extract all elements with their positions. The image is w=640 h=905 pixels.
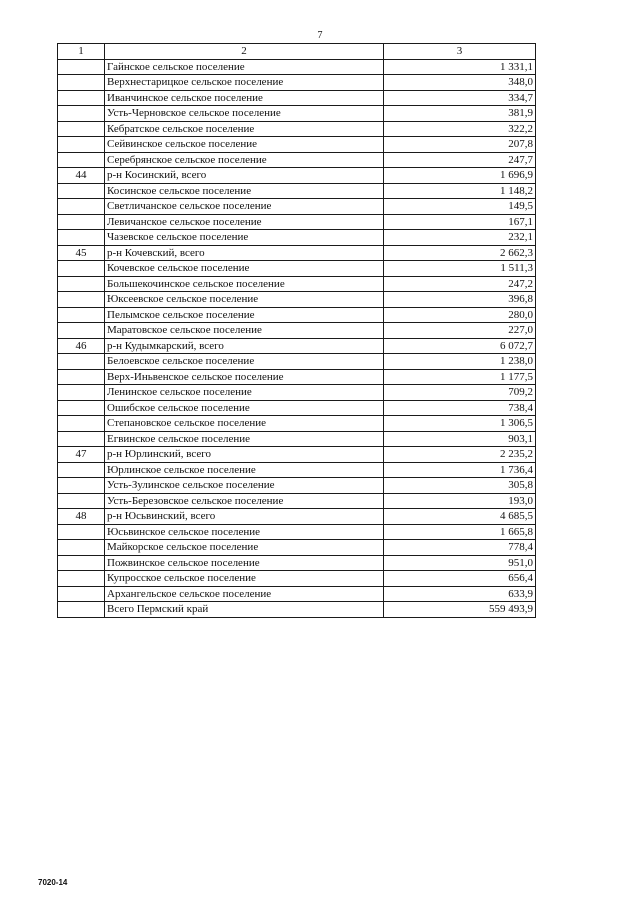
- table-row: [58, 447, 536, 463]
- row-value: 1 148,2: [384, 183, 536, 199]
- row-name: Белоевское сельское поселение: [105, 354, 384, 370]
- table-header-row: [58, 44, 536, 60]
- row-name: Большекочинское сельское поселение: [105, 276, 384, 292]
- table-row: [58, 59, 536, 75]
- row-value: 6 072,7: [384, 338, 536, 354]
- table-row: [58, 400, 536, 416]
- row-number: 45: [58, 245, 105, 261]
- row-value: 559 493,9: [384, 602, 536, 618]
- table-row: [58, 602, 536, 618]
- row-number: [58, 152, 105, 168]
- row-value: 2 662,3: [384, 245, 536, 261]
- row-number: [58, 400, 105, 416]
- row-number: [58, 199, 105, 215]
- row-number: [58, 323, 105, 339]
- table-row: [58, 571, 536, 587]
- row-name: Чазевское сельское поселение: [105, 230, 384, 246]
- row-value: 778,4: [384, 540, 536, 556]
- header-col-3: 3: [384, 44, 536, 60]
- row-value: 1 177,5: [384, 369, 536, 385]
- table-row: [58, 385, 536, 401]
- row-number: [58, 90, 105, 106]
- table-row: [58, 121, 536, 137]
- row-number: [58, 106, 105, 122]
- row-value: 280,0: [384, 307, 536, 323]
- row-number: [58, 137, 105, 153]
- row-number: [58, 571, 105, 587]
- row-number: [58, 493, 105, 509]
- row-number: 47: [58, 447, 105, 463]
- row-number: [58, 59, 105, 75]
- row-name: Юрлинское сельское поселение: [105, 462, 384, 478]
- header-col-2: 2: [105, 44, 384, 60]
- row-name: Юсьвинское сельское поселение: [105, 524, 384, 540]
- row-value: 1 331,1: [384, 59, 536, 75]
- row-number: [58, 214, 105, 230]
- row-number: [58, 369, 105, 385]
- row-number: [58, 261, 105, 277]
- table-row: [58, 230, 536, 246]
- row-value: 322,2: [384, 121, 536, 137]
- row-name: Ошибское сельское поселение: [105, 400, 384, 416]
- row-value: 227,0: [384, 323, 536, 339]
- row-number: [58, 431, 105, 447]
- row-name: Кебратское сельское поселение: [105, 121, 384, 137]
- row-name: Степановское сельское поселение: [105, 416, 384, 432]
- row-name: р-н Кудымкарский, всего: [105, 338, 384, 354]
- row-name: Архангельское сельское поселение: [105, 586, 384, 602]
- row-value: 381,9: [384, 106, 536, 122]
- row-value: 2 235,2: [384, 447, 536, 463]
- table-row: [58, 152, 536, 168]
- row-number: [58, 75, 105, 91]
- row-value: 207,8: [384, 137, 536, 153]
- row-number: [58, 307, 105, 323]
- document-code: 7020-14: [38, 878, 68, 887]
- row-number: 46: [58, 338, 105, 354]
- row-number: [58, 524, 105, 540]
- row-value: 951,0: [384, 555, 536, 571]
- table-row: [58, 90, 536, 106]
- table-row: [58, 416, 536, 432]
- row-name: Серебрянское сельское поселение: [105, 152, 384, 168]
- table-row: [58, 137, 536, 153]
- table-row: [58, 369, 536, 385]
- row-value: 396,8: [384, 292, 536, 308]
- row-number: [58, 540, 105, 556]
- row-number: [58, 292, 105, 308]
- row-number: 44: [58, 168, 105, 184]
- row-name: Пелымское сельское поселение: [105, 307, 384, 323]
- row-number: [58, 183, 105, 199]
- row-number: [58, 602, 105, 618]
- row-value: 738,4: [384, 400, 536, 416]
- row-number: [58, 230, 105, 246]
- table-row: [58, 338, 536, 354]
- row-value: 4 685,5: [384, 509, 536, 525]
- table-row: [58, 540, 536, 556]
- table-row: [58, 462, 536, 478]
- row-number: [58, 416, 105, 432]
- row-number: [58, 462, 105, 478]
- table-row: [58, 555, 536, 571]
- table-row: [58, 75, 536, 91]
- row-value: 1 736,4: [384, 462, 536, 478]
- table-row: [58, 168, 536, 184]
- table-row: [58, 276, 536, 292]
- row-name: Ленинское сельское поселение: [105, 385, 384, 401]
- row-name: Левичанское сельское поселение: [105, 214, 384, 230]
- table-row: [58, 261, 536, 277]
- header-col-1: 1: [58, 44, 105, 60]
- table-row: [58, 524, 536, 540]
- row-value: 1 696,9: [384, 168, 536, 184]
- table-row: [58, 509, 536, 525]
- row-name: Верх-Иньвенское сельское поселение: [105, 369, 384, 385]
- table-body: [58, 44, 536, 618]
- table-row: [58, 214, 536, 230]
- row-number: [58, 555, 105, 571]
- table-row: [58, 307, 536, 323]
- row-number: [58, 385, 105, 401]
- row-name: р-н Юсьвинский, всего: [105, 509, 384, 525]
- table-row: [58, 183, 536, 199]
- row-number: [58, 478, 105, 494]
- row-name: Купросское сельское поселение: [105, 571, 384, 587]
- row-name: Пожвинское сельское поселение: [105, 555, 384, 571]
- row-name: Гайнское сельское поселение: [105, 59, 384, 75]
- row-name: Кочевское сельское поселение: [105, 261, 384, 277]
- row-name: Егвинское сельское поселение: [105, 431, 384, 447]
- row-name: р-н Косинский, всего: [105, 168, 384, 184]
- row-number: [58, 121, 105, 137]
- row-value: 709,2: [384, 385, 536, 401]
- row-name: Светличанское сельское поселение: [105, 199, 384, 215]
- row-name: Верхнестарицкое сельское поселение: [105, 75, 384, 91]
- table-row: [58, 106, 536, 122]
- row-name: Усть-Березовское сельское поселение: [105, 493, 384, 509]
- table-row: [58, 199, 536, 215]
- row-name: р-н Юрлинский, всего: [105, 447, 384, 463]
- row-name: Усть-Черновское сельское поселение: [105, 106, 384, 122]
- row-value: 903,1: [384, 431, 536, 447]
- row-value: 305,8: [384, 478, 536, 494]
- row-value: 656,4: [384, 571, 536, 587]
- row-value: 633,9: [384, 586, 536, 602]
- row-number: [58, 276, 105, 292]
- table-row: [58, 478, 536, 494]
- row-name: Юксеевское сельское поселение: [105, 292, 384, 308]
- table-row: [58, 354, 536, 370]
- row-value: 232,1: [384, 230, 536, 246]
- row-value: 1 511,3: [384, 261, 536, 277]
- row-name: Иванчинское сельское поселение: [105, 90, 384, 106]
- row-value: 193,0: [384, 493, 536, 509]
- row-value: 1 665,8: [384, 524, 536, 540]
- budget-table: [57, 43, 536, 618]
- page-number: 7: [317, 30, 323, 41]
- row-value: 247,2: [384, 276, 536, 292]
- row-name: Косинское сельское поселение: [105, 183, 384, 199]
- table-row: [58, 586, 536, 602]
- row-number: [58, 586, 105, 602]
- table-row: [58, 493, 536, 509]
- row-value: 149,5: [384, 199, 536, 215]
- row-number: [58, 354, 105, 370]
- row-name: Усть-Зулинское сельское поселение: [105, 478, 384, 494]
- row-name: Маратовское сельское поселение: [105, 323, 384, 339]
- row-value: 1 238,0: [384, 354, 536, 370]
- row-value: 1 306,5: [384, 416, 536, 432]
- row-name: Всего Пермский край: [105, 602, 384, 618]
- table-row: [58, 323, 536, 339]
- row-value: 247,7: [384, 152, 536, 168]
- table-row: [58, 292, 536, 308]
- row-name: Сейвинское сельское поселение: [105, 137, 384, 153]
- row-name: Майкорское сельское поселение: [105, 540, 384, 556]
- row-value: 348,0: [384, 75, 536, 91]
- table-row: [58, 245, 536, 261]
- row-value: 167,1: [384, 214, 536, 230]
- table-row: [58, 431, 536, 447]
- row-name: р-н Кочевский, всего: [105, 245, 384, 261]
- row-number: 48: [58, 509, 105, 525]
- row-value: 334,7: [384, 90, 536, 106]
